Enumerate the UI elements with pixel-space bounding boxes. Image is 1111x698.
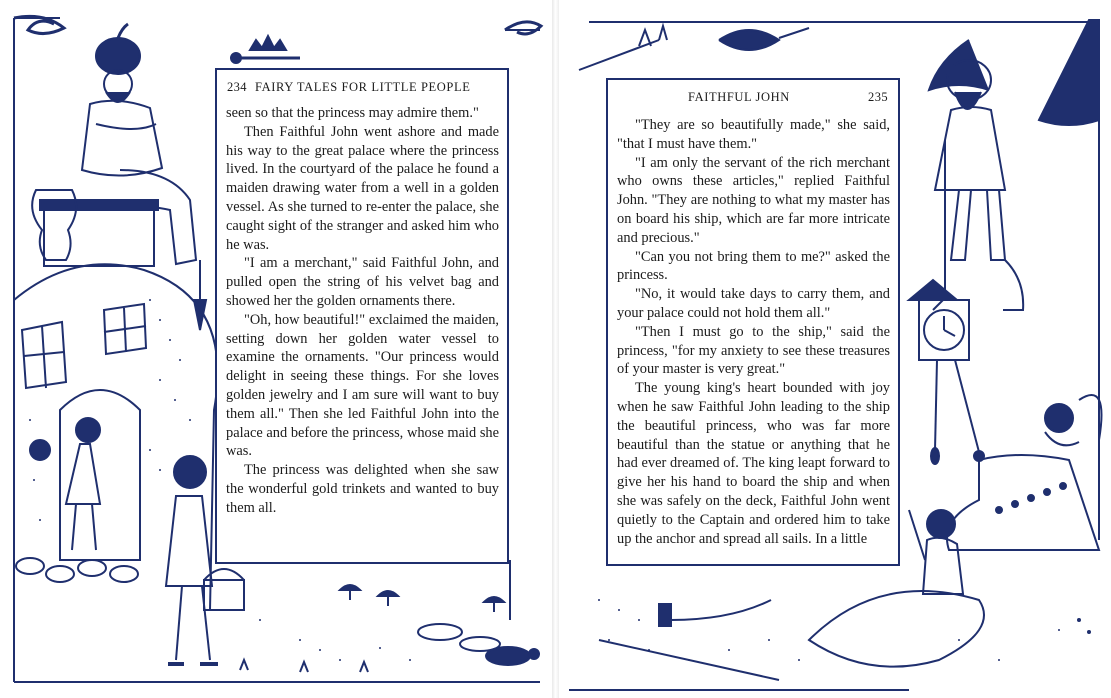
running-head <box>618 90 888 105</box>
book-title-head: FAIRY TALES FOR LITTLE PEOPLE <box>254 80 471 94</box>
paragraph: Then Faithful John went ashore and made his way to the great palace where the princess lived. In the courtyard of the palace he found a maiden drawing water from a well in a golden vessel. As she turned to re-enter the palace, she caught sight of the stranger and asked him who he was. <box>226 123 499 253</box>
paragraph: "Then I must go to the ship," said the princess, "for my anxiety to see these treasures of your master is very great." <box>617 323 890 378</box>
paragraph: "They are so beautifully made," she said, "that I must have them." <box>617 117 890 152</box>
page-number: 234 <box>227 80 247 94</box>
running-head <box>227 80 497 95</box>
page-number: 235 <box>868 90 888 104</box>
paragraph: "Oh, how beautiful!" exclaimed the maiden, setting down her golden water vessel to examine the ornaments. "Our princess would delight in seeing these things. For she loves golden jewelry and I am sure will want to buy them all." Then she led Faithful John into the palace and before the princess, whose maid she was. <box>226 311 499 460</box>
body-text <box>226 104 499 518</box>
body-text <box>617 116 890 548</box>
paragraph: "I am a merchant," said Faithful John, and pulled open the string of his velvet bag and showed her the golden ornaments there. <box>226 255 499 309</box>
book-gutter <box>552 0 559 698</box>
right-page <box>559 0 1111 698</box>
left-text-box <box>215 68 509 564</box>
paragraph: seen so that the princess may admire them." <box>226 105 479 121</box>
paragraph: "I am only the servant of the rich merchant who owns these articles," replied Faithful John. "They are nothing to what my master has on board his ship, which are far more intricate and precious." <box>617 154 890 246</box>
paragraph: The princess was delighted when she saw the wonderful gold trinkets and wanted to buy them all. <box>226 462 499 516</box>
right-text-box <box>606 78 900 566</box>
left-page <box>0 0 552 698</box>
chapter-title-head: FAITHFUL JOHN <box>688 90 790 104</box>
paragraph: "Can you not bring them to me?" asked the princess. <box>617 248 890 284</box>
paragraph: "No, it would take days to carry them, and your palace could not hold them all." <box>617 286 890 321</box>
paragraph: The young king's heart bounded with joy when he saw Faithful John leading to the ship the beautiful princess, who was far more beautiful than the statue or anything that he had ever dreamed of. The king leapt forward to give her his hand to board the ship and when she was safely on the deck, Faithful John went quietly to the Captain and ordered him to take up the anchor and spread all sails. In a little <box>617 380 890 547</box>
